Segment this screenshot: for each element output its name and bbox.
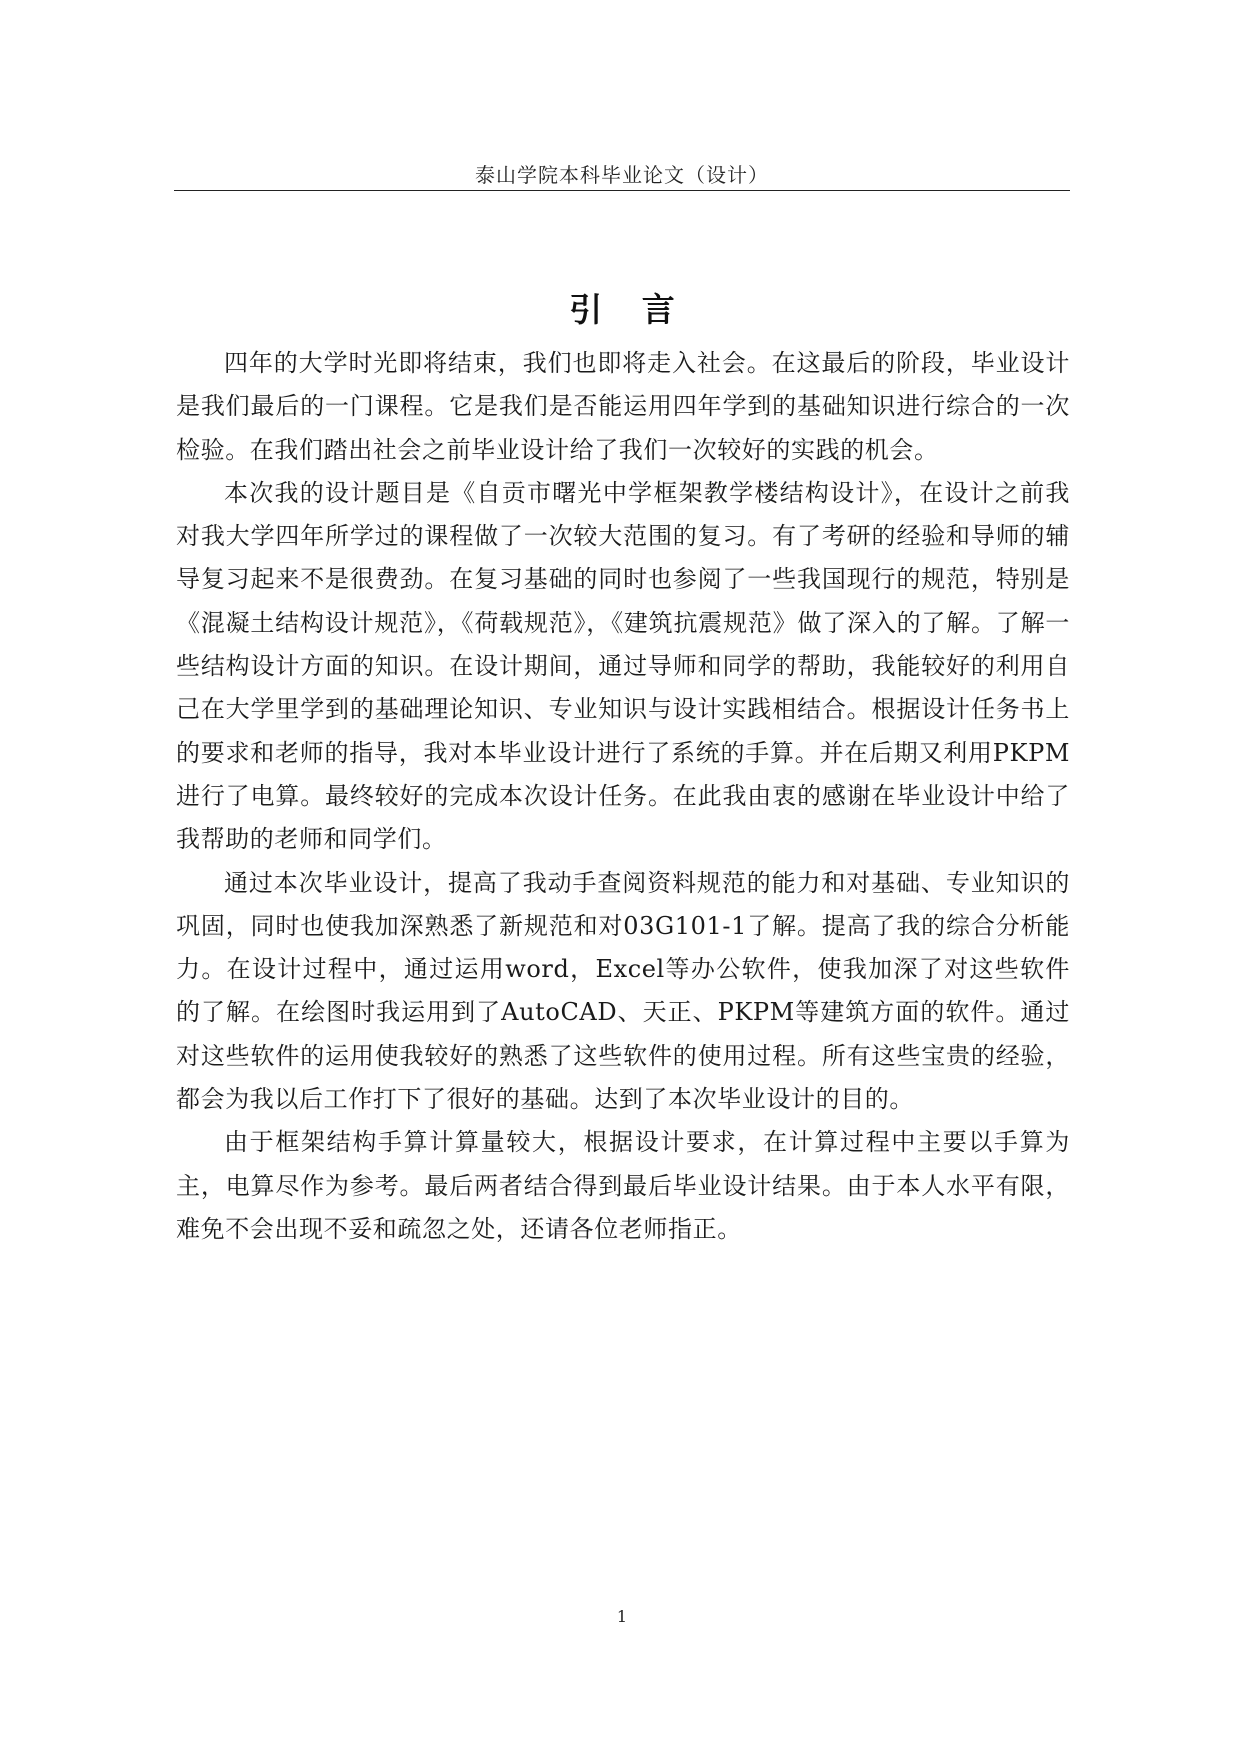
body-text bbox=[176, 342, 1070, 1251]
paragraph-3: 通过本次毕业设计，提高了我动手查阅资料规范的能力和对基础、专业知识的巩固，同时也使我加深熟悉了新规范和对03G101-1了解。提高了我的综合分析能力。在设计过程中，通过运用word，Excel等办公软件，使我加深了对这些软件的了解。在绘图时我运用到了AutoCAD、天正、PKPM等建筑方面的软件。通过对这些软件的运用使我较好的熟悉了这些软件的使用过程。所有这些宝贵的经验，都会为我以后工作打下了很好的基础。达到了本次毕业设计的目的。 bbox=[176, 868, 1070, 1114]
header-rule bbox=[174, 190, 1070, 191]
paragraph-1: 四年的大学时光即将结束，我们也即将走入社会。在这最后的阶段，毕业设计是我们最后的一门课程。它是我们是否能运用四年学到的基础知识进行综合的一次检验。在我们踏出社会之前毕业设计给了我们一次较好的实践的机会。 bbox=[176, 349, 1070, 464]
paragraph-2: 本次我的设计题目是《自贡市曙光中学框架教学楼结构设计》，在设计之前我对我大学四年所学过的课程做了一次较大范围的复习。有了考研的经验和导师的辅导复习起来不是很费劲。在复习基础的同时也参阅了一些我国现行的规范，特别是《混凝土结构设计规范》，《荷载规范》，《建筑抗震规范》做了深入的了解。了解一些结构设计方面的知识。在设计期间，通过导师和同学的帮助，我能较好的利用自己在大学里学到的基础理论知识、专业知识与设计实践相结合。根据设计任务书上的要求和老师的指导，我对本毕业设计进行了系统的手算。并在后期又利用PKPM进行了电算。最终较好的完成本次设计任务。在此我由衷的感谢在毕业设计中给了我帮助的老师和同学们。 bbox=[176, 478, 1070, 854]
page-number: 1 bbox=[616, 1607, 628, 1626]
section-title: 引 言 bbox=[569, 290, 689, 330]
paragraph-4: 由于框架结构手算计算量较大，根据设计要求，在计算过程中主要以手算为主，电算尽作为参考。最后两者结合得到最后毕业设计结果。由于本人水平有限，难免不会出现不妥和疏忽之处，还请各位老师指正。 bbox=[176, 1128, 1070, 1243]
running-header: 泰山学院本科毕业论文（设计） bbox=[475, 163, 769, 187]
